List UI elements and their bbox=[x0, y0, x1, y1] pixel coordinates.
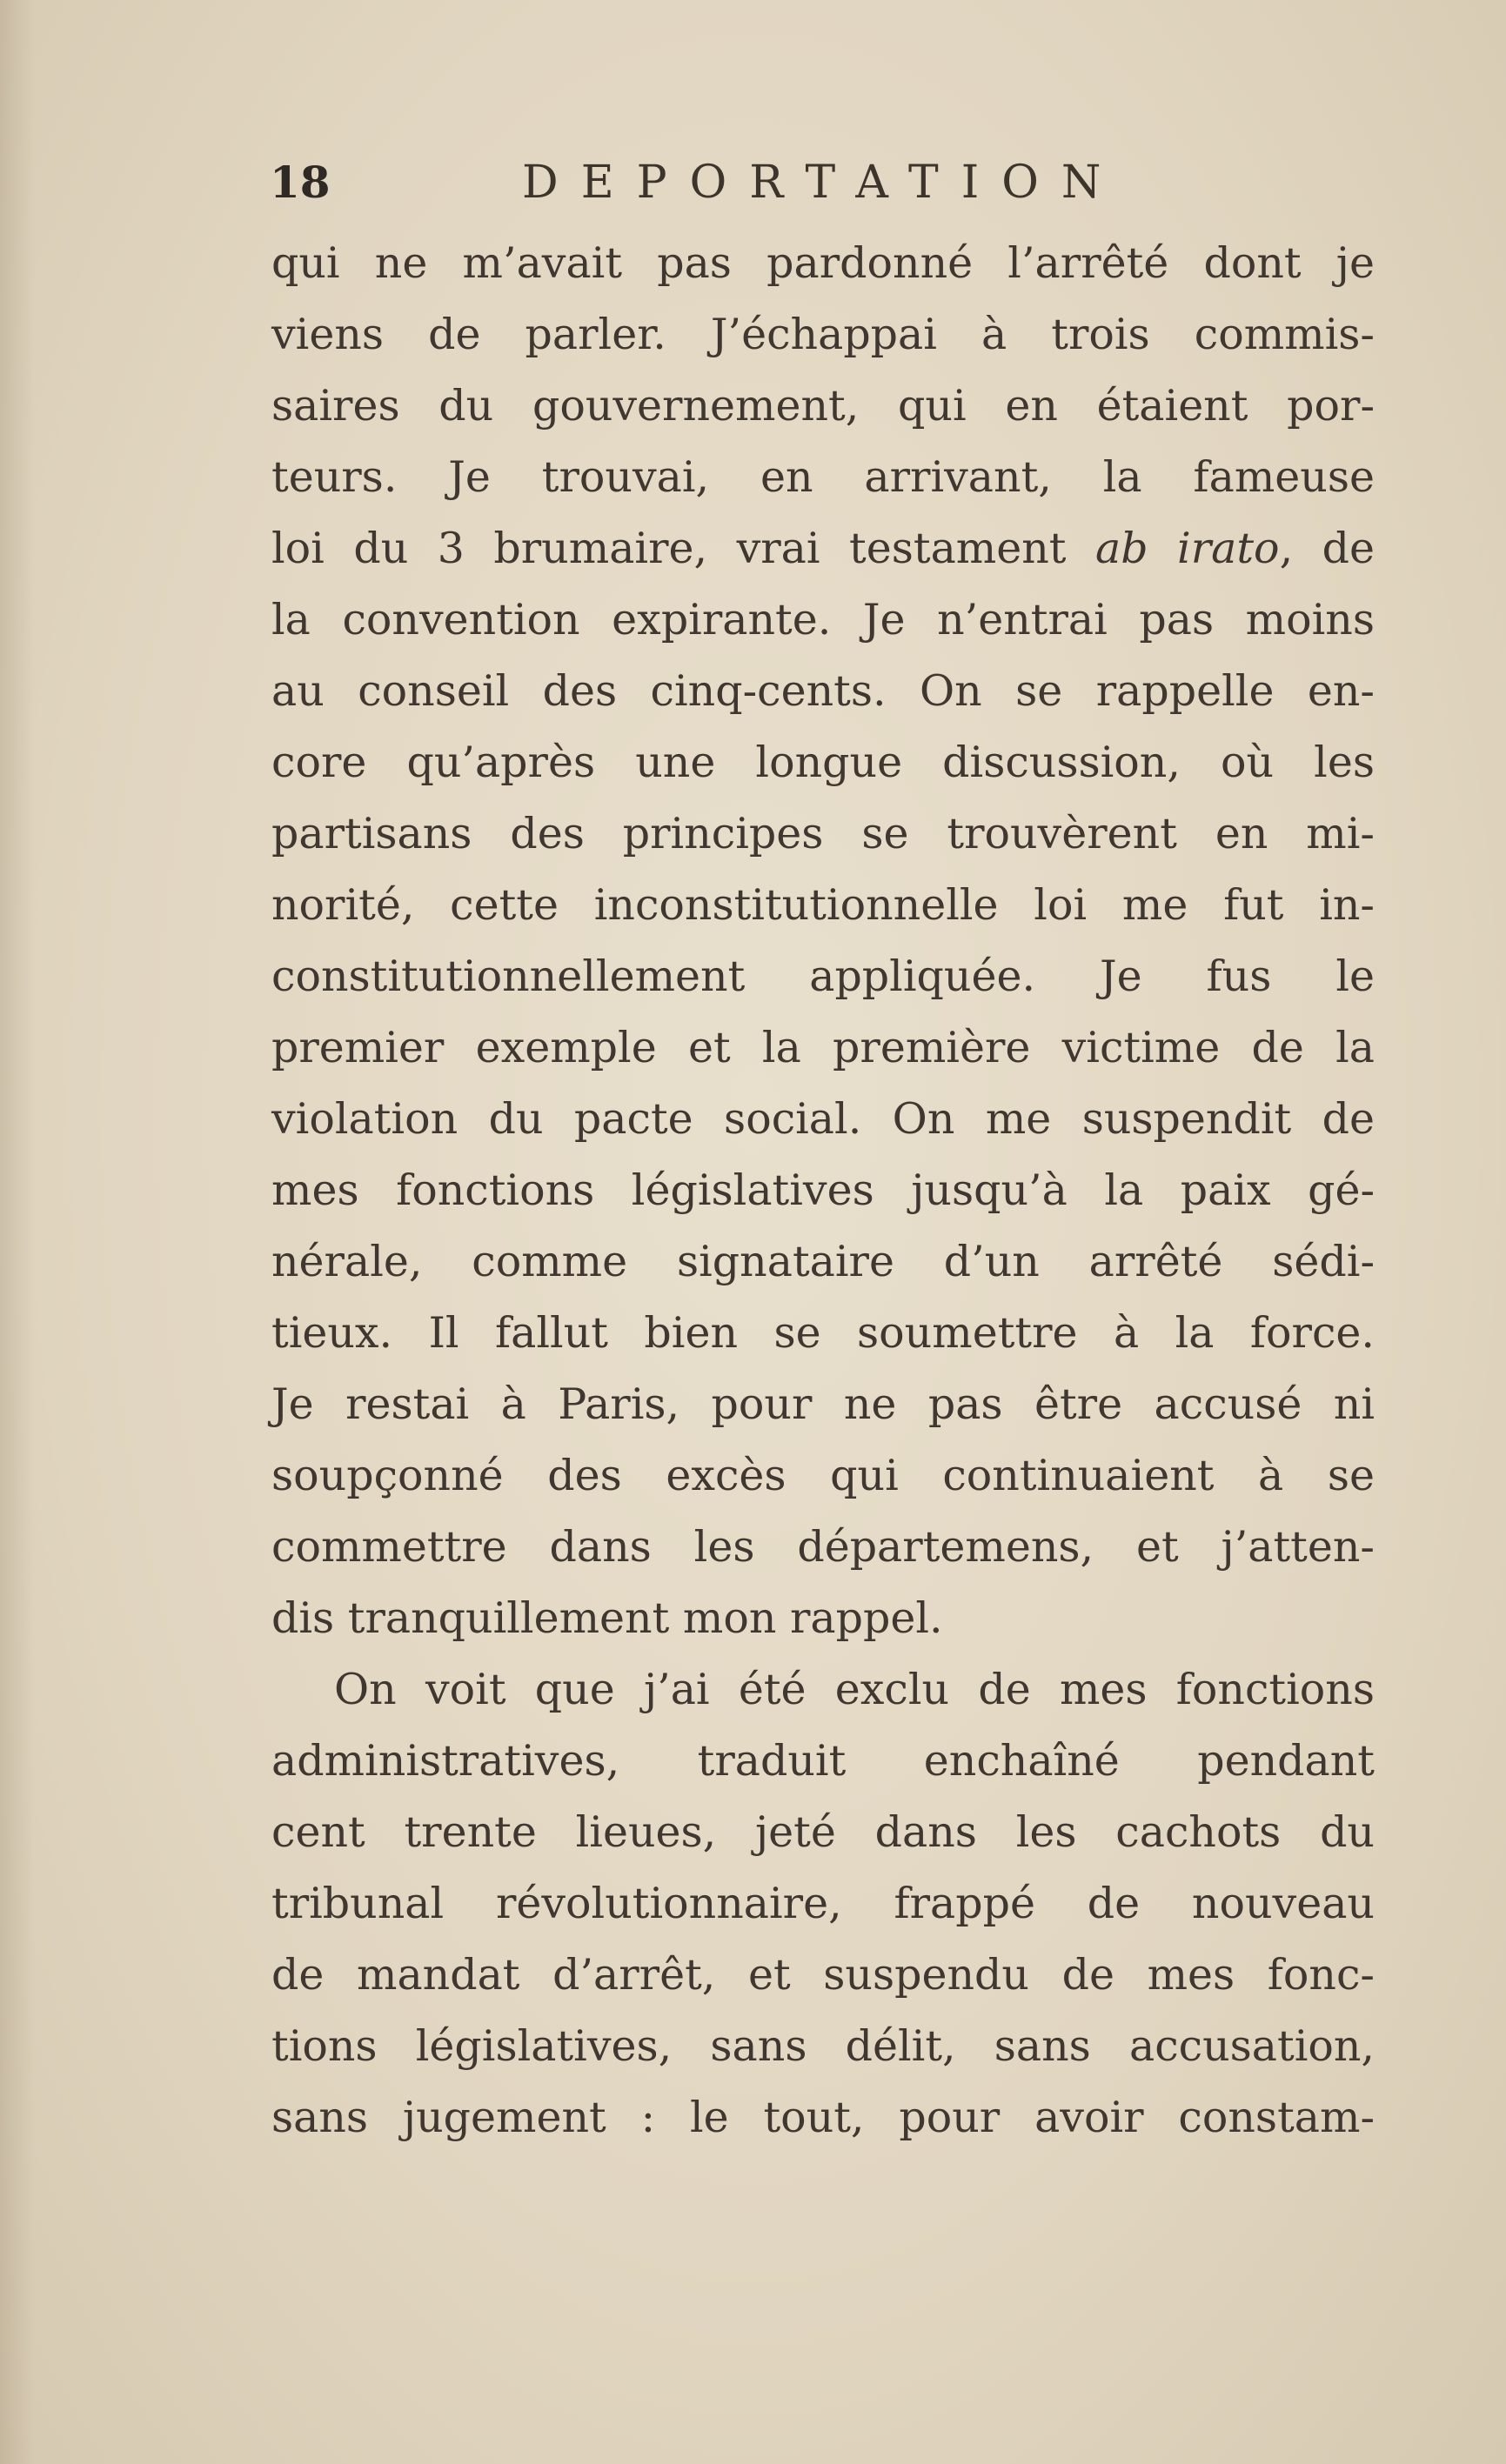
text-line: cent trente lieues, jeté dans les cachots du bbox=[271, 1807, 1375, 1857]
text-line: tions législatives, sans délit, sans accusation, bbox=[271, 2021, 1375, 2071]
italic-phrase: ab irato bbox=[1094, 524, 1280, 573]
text-line: core qu’après une longue discussion, où les bbox=[271, 738, 1375, 787]
paragraph-1 bbox=[271, 228, 1375, 1654]
text-line: loi du 3 brumaire, vrai testament ab irato, de bbox=[271, 524, 1375, 573]
text-line: de mandat d’arrêt, et suspendu de mes fonc- bbox=[271, 1950, 1375, 2000]
text-line: partisans des principes se trouvèrent en mi- bbox=[271, 809, 1375, 858]
text-line: violation du pacte social. On me suspendit de bbox=[271, 1094, 1375, 1144]
page-header bbox=[270, 157, 1375, 226]
text-line: On voit que j’ai été exclu de mes fonctions bbox=[334, 1665, 1375, 1714]
text-line: tieux. Il fallut bien se soumettre à la force. bbox=[271, 1308, 1375, 1358]
page-edge-shadow bbox=[0, 0, 35, 2464]
text-line: commettre dans les départemens, et j’atten- bbox=[271, 1522, 1375, 1572]
text-line: Je restai à Paris, pour ne pas être accusé ni bbox=[271, 1379, 1375, 1429]
text-line: sans jugement : le tout, pour avoir constam- bbox=[271, 2093, 1375, 2142]
paragraph-2 bbox=[271, 1654, 1375, 2153]
text-line: teurs. Je trouvai, en arrivant, la fameuse bbox=[271, 452, 1375, 502]
text-line: premier exemple et la première victime de la bbox=[271, 1023, 1375, 1072]
text-line: qui ne m’avait pas pardonné l’arrêté dont je bbox=[271, 238, 1375, 288]
text-line: viens de parler. J’échappai à trois commis- bbox=[271, 310, 1375, 359]
text-line: dis tranquillement mon rappel. bbox=[271, 1593, 943, 1643]
text-line: norité, cette inconstitutionnelle loi me fut in- bbox=[271, 880, 1375, 930]
text-line: soupçonné des excès qui continuaient à se bbox=[271, 1451, 1375, 1500]
text-line: saires du gouvernement, qui en étaient por- bbox=[271, 381, 1375, 431]
text-line: constitutionnellement appliquée. Je fus le bbox=[271, 952, 1375, 1001]
text-line: mes fonctions législatives jusqu’à la paix gé- bbox=[271, 1165, 1375, 1215]
running-title: DEPORTATION bbox=[522, 157, 1124, 209]
text-line: nérale, comme signataire d’un arrêté sédi- bbox=[271, 1237, 1375, 1286]
body-text bbox=[271, 228, 1375, 2153]
text-line: tribunal révolutionnaire, frappé de nouveau bbox=[271, 1879, 1375, 1928]
text-line: au conseil des cinq-cents. On se rappelle en- bbox=[271, 666, 1375, 716]
page-number: 18 bbox=[270, 157, 331, 208]
text-line: la convention expirante. Je n’entrai pas moins bbox=[271, 595, 1375, 644]
text-line: administratives, traduit enchaîné pendant bbox=[271, 1736, 1375, 1786]
